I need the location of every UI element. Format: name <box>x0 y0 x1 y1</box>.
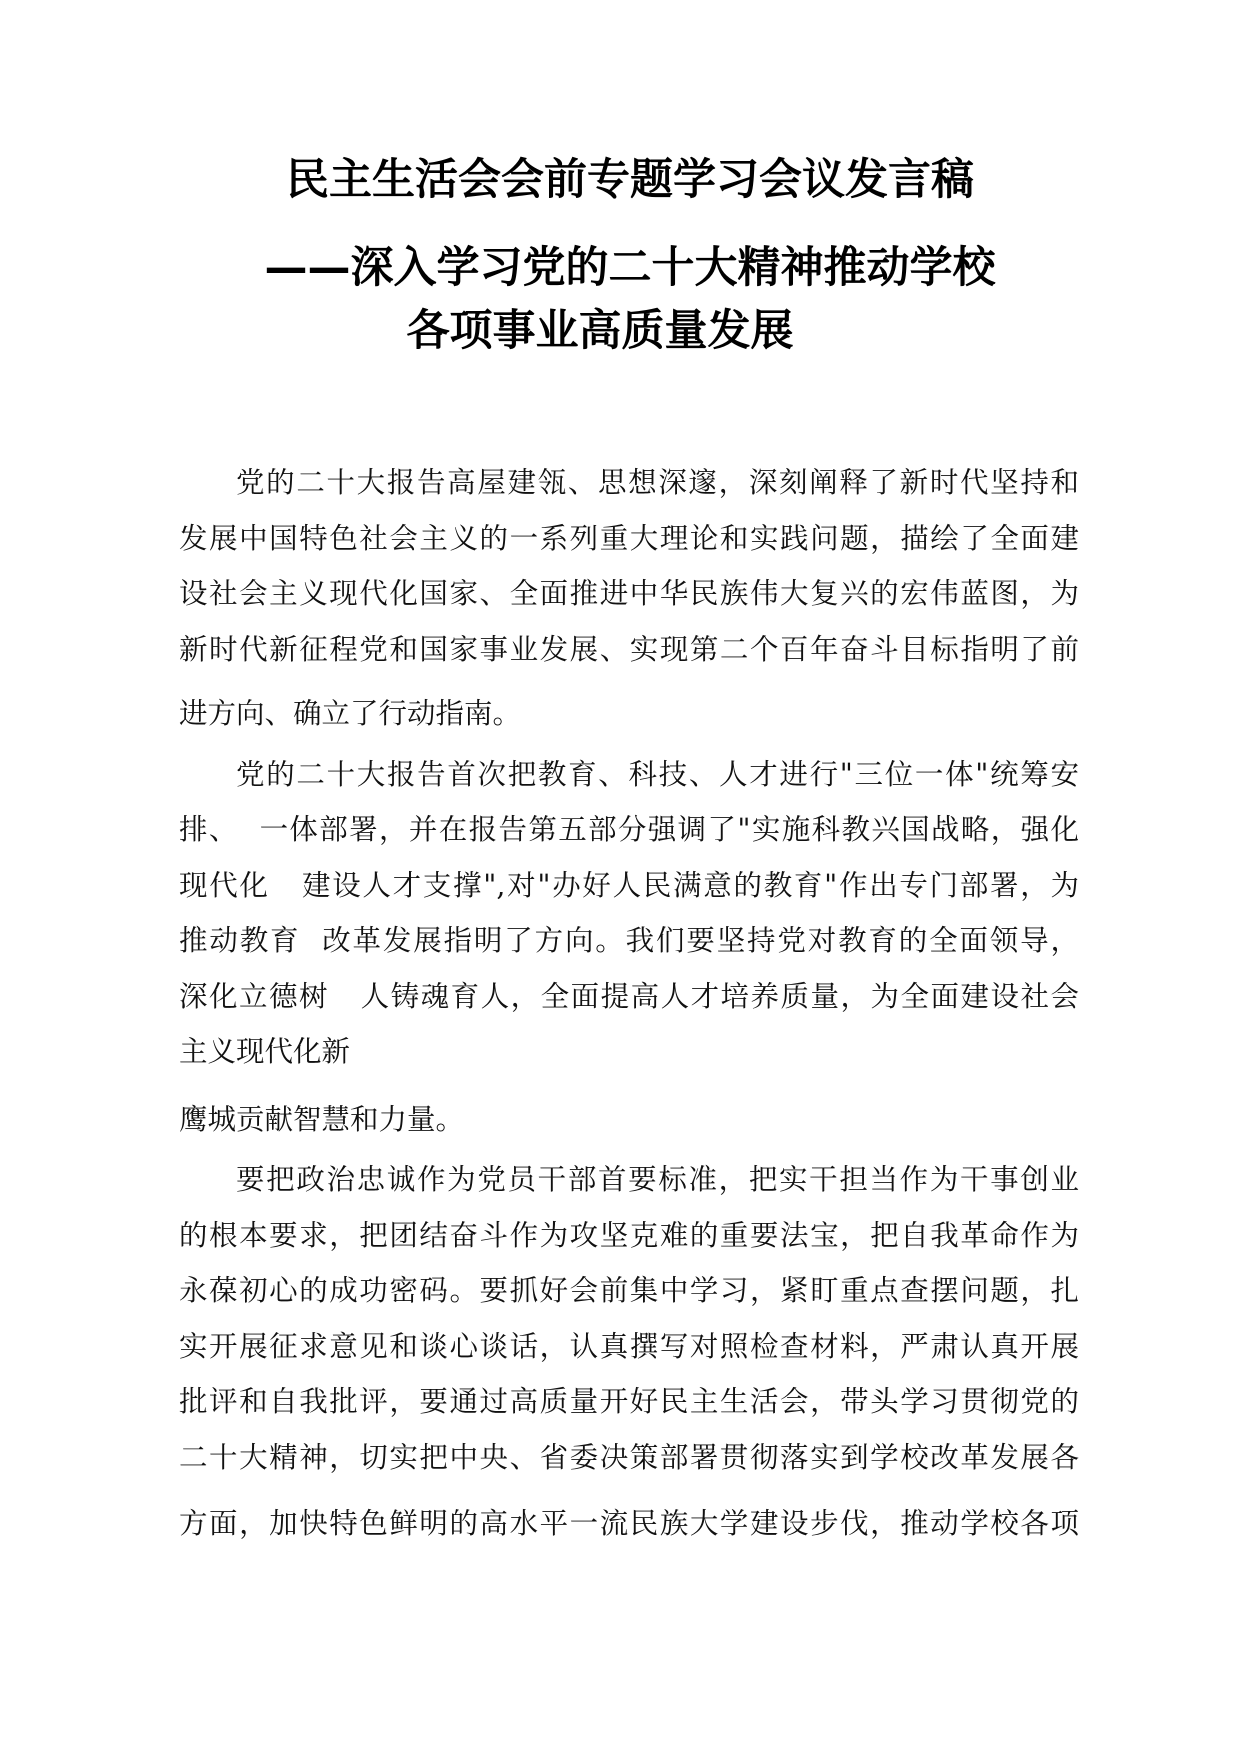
paragraph-line: 排、 一体部署，并在报告第五部分强调了"实施科教兴国战略，强化 <box>179 813 1079 846</box>
document-subtitle-line-2: 各项事业高质量发展 <box>406 306 794 356</box>
paragraph-line: 实开展征求意见和谈心谈话，认真撰写对照检查材料，严肃认真开展 <box>179 1330 1079 1363</box>
paragraph-line: 深化立德树 人铸魂育人，全面提高人才培养质量，为全面建设社会 <box>179 980 1079 1013</box>
paragraph-line: 批评和自我批评，要通过高质量开好民主生活会，带头学习贯彻党的 <box>179 1385 1079 1418</box>
paragraph-line: 鹰城贡献智慧和力量。 <box>179 1103 465 1136</box>
paragraph-line: 进方向、确立了行动指南。 <box>179 697 522 730</box>
paragraph-line: 主义现代化新 <box>179 1035 351 1068</box>
paragraph-line: 二十大精神，切实把中央、省委决策部署贯彻落实到学校改革发展各 <box>179 1441 1079 1474</box>
paragraph-line: 党的二十大报告首次把教育、科技、人才进行"三位一体"统筹安 <box>236 758 1079 791</box>
paragraph-line: 推动教育 改革发展指明了方向。我们要坚持党对教育的全面领导， <box>179 924 1079 957</box>
paragraph-line: 永葆初心的成功密码。要抓好会前集中学习，紧盯重点查摆问题，扎 <box>179 1274 1079 1307</box>
paragraph-line: 党的二十大报告高屋建瓴、思想深邃，深刻阐释了新时代坚持和 <box>236 466 1079 499</box>
document-subtitle-line-1: ——深入学习党的二十大精神推动学校 <box>264 243 996 293</box>
document-title: 民主生活会会前专题学习会议发言稿 <box>286 155 974 205</box>
paragraph-line: 现代化 建设人才支撑",对"办好人民满意的教育"作出专门部署，为 <box>179 869 1079 902</box>
paragraph-line: 设社会主义现代化国家、全面推进中华民族伟大复兴的宏伟蓝图，为 <box>179 577 1079 610</box>
paragraph-line: 的根本要求，把团结奋斗作为攻坚克难的重要法宝，把自我革命作为 <box>179 1219 1079 1252</box>
paragraph-line: 要把政治忠诚作为党员干部首要标准，把实干担当作为干事创业 <box>236 1163 1079 1196</box>
paragraph-line: 方面，加快特色鲜明的高水平一流民族大学建设步伐，推动学校各项 <box>179 1507 1079 1540</box>
paragraph-line: 新时代新征程党和国家事业发展、实现第二个百年奋斗目标指明了前 <box>179 633 1079 666</box>
paragraph-line: 发展中国特色社会主义的一系列重大理论和实践问题，描绘了全面建 <box>179 522 1079 555</box>
